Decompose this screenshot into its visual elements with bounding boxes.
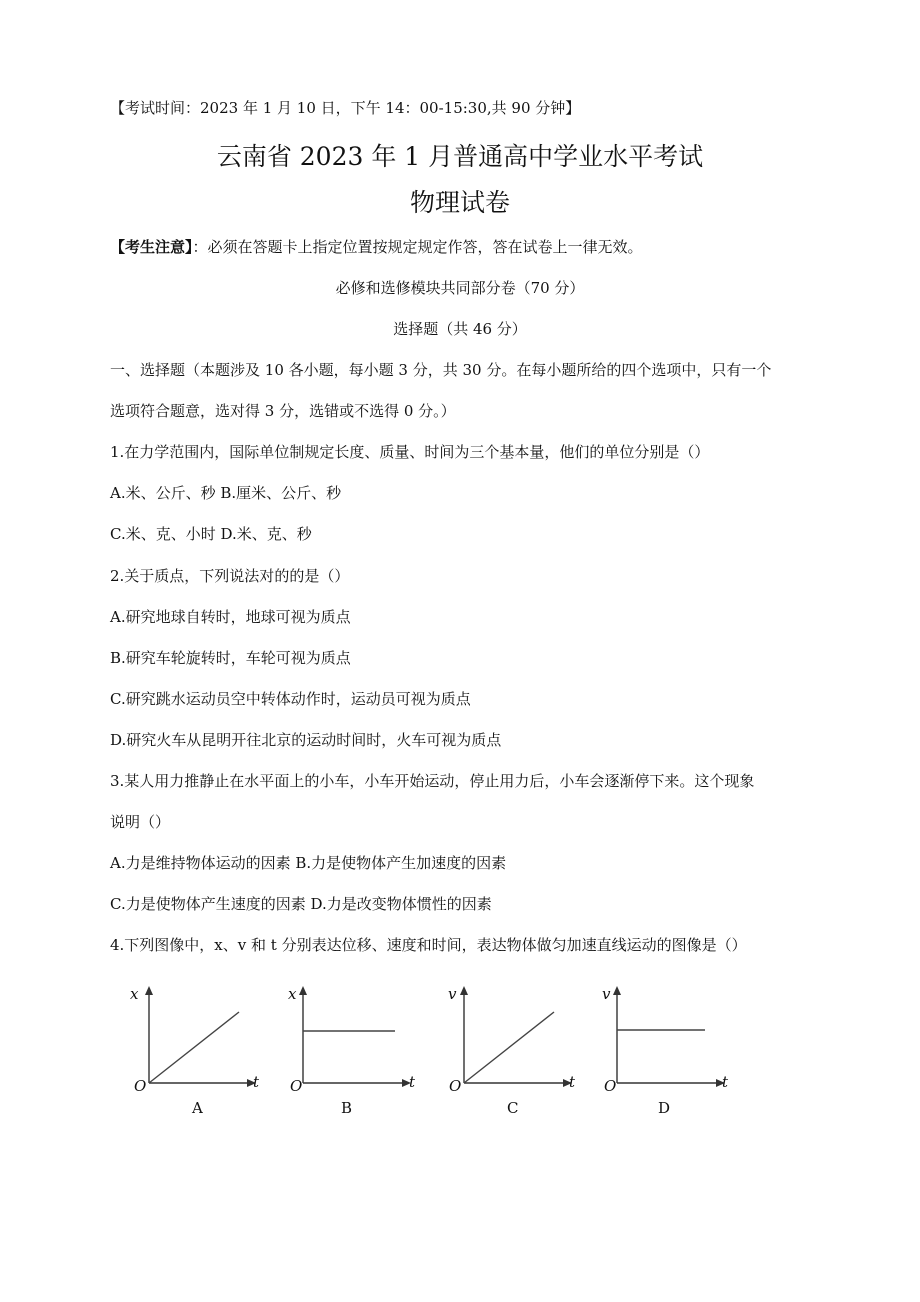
- notice-text: ：必须在答题卡上指定位置按规定规定作答，答在试卷上一律无效。: [192, 238, 643, 256]
- exam-title: 云南省 2023 年 1 月普通高中学业水平考试: [216, 142, 704, 171]
- graph-caption: A: [192, 1099, 203, 1117]
- section-heading: 必修和选修模块共同部分卷（70 分）: [335, 279, 585, 297]
- question-2-option-b: B.研究车轮旋转时，车轮可视为质点: [110, 649, 351, 667]
- origin-label: O: [290, 1077, 303, 1095]
- x-axis-label: t: [722, 1073, 729, 1091]
- question-3-stem: 3.某人用力推静止在水平面上的小车，小车开始运动，停止用力后，小车会逐渐停下来。这个现象: [110, 772, 755, 790]
- y-axis-label: x: [130, 985, 139, 1003]
- graph-a: [128, 978, 268, 1128]
- question-2-stem: 2.关于质点，下列说法对的的是（）: [110, 567, 350, 585]
- x-axis-label: t: [409, 1073, 416, 1091]
- y-axis-label: v: [602, 985, 611, 1003]
- origin-label: O: [604, 1077, 617, 1095]
- y-axis-arrow-icon: [613, 986, 621, 995]
- y-axis-arrow-icon: [460, 986, 468, 995]
- y-axis-arrow-icon: [299, 986, 307, 995]
- origin-label: O: [449, 1077, 462, 1095]
- graph-c: [444, 978, 584, 1128]
- instructions-line-2: 选项符合题意，选对得 3 分，选错或不选得 0 分。）: [110, 402, 456, 420]
- graph-caption: D: [658, 1099, 671, 1117]
- graph-d: [597, 978, 737, 1128]
- y-axis-arrow-icon: [145, 986, 153, 995]
- question-2-option-d: D.研究火车从昆明开往北京的运动时间时，火车可视为质点: [110, 731, 502, 749]
- graph-line: [149, 1012, 239, 1083]
- graph-line: [464, 1012, 554, 1083]
- question-2-option-c: C.研究跳水运动员空中转体动作时，运动员可视为质点: [110, 690, 471, 708]
- graph-b-plot: [285, 978, 425, 1128]
- graph-caption: C: [507, 1099, 519, 1117]
- question-2-option-a: A.研究地球自转时，地球可视为质点: [110, 608, 351, 626]
- candidate-notice: [110, 237, 643, 257]
- question-1-option-line: A.米、公斤、秒 B.厘米、公斤、秒: [110, 484, 342, 502]
- instructions-line-1: 一、选择题（本题涉及 10 各小题，每小题 3 分，共 30 分。在每小题所给的四个选项中，只有一个: [110, 361, 772, 379]
- exam-time: 【考试时间：2023 年 1 月 10 日，下午 14：00-15:30,共 90 分钟】: [110, 99, 581, 117]
- y-axis-label: v: [448, 985, 457, 1003]
- question-3-stem-cont: 说明（）: [110, 813, 171, 831]
- origin-label: O: [134, 1077, 147, 1095]
- notice-label: 【考生注意】: [110, 238, 193, 256]
- question-3-option-line: A.力是维持物体运动的因素 B.力是使物体产生加速度的因素: [110, 854, 507, 872]
- choice-heading: 选择题（共 46 分）: [393, 320, 527, 338]
- graph-b: [285, 978, 425, 1128]
- y-axis-label: x: [288, 985, 297, 1003]
- exam-subtitle: 物理试卷: [409, 188, 510, 217]
- x-axis-label: t: [569, 1073, 576, 1091]
- question-1-option-line: C.米、克、小时 D.米、克、秒: [110, 525, 312, 543]
- question-3-option-line: C.力是使物体产生速度的因素 D.力是改变物体惯性的因素: [110, 895, 492, 913]
- graph-caption: B: [341, 1099, 353, 1117]
- x-axis-label: t: [253, 1073, 260, 1091]
- question-4-stem: 4.下列图像中，x、v 和 t 分别表达位移、速度和时间，表达物体做匀加速直线运动的图像是（）: [110, 936, 747, 954]
- question-1-stem: 1.在力学范围内，国际单位制规定长度、质量、时间为三个基本量，他们的单位分别是（）: [110, 443, 710, 461]
